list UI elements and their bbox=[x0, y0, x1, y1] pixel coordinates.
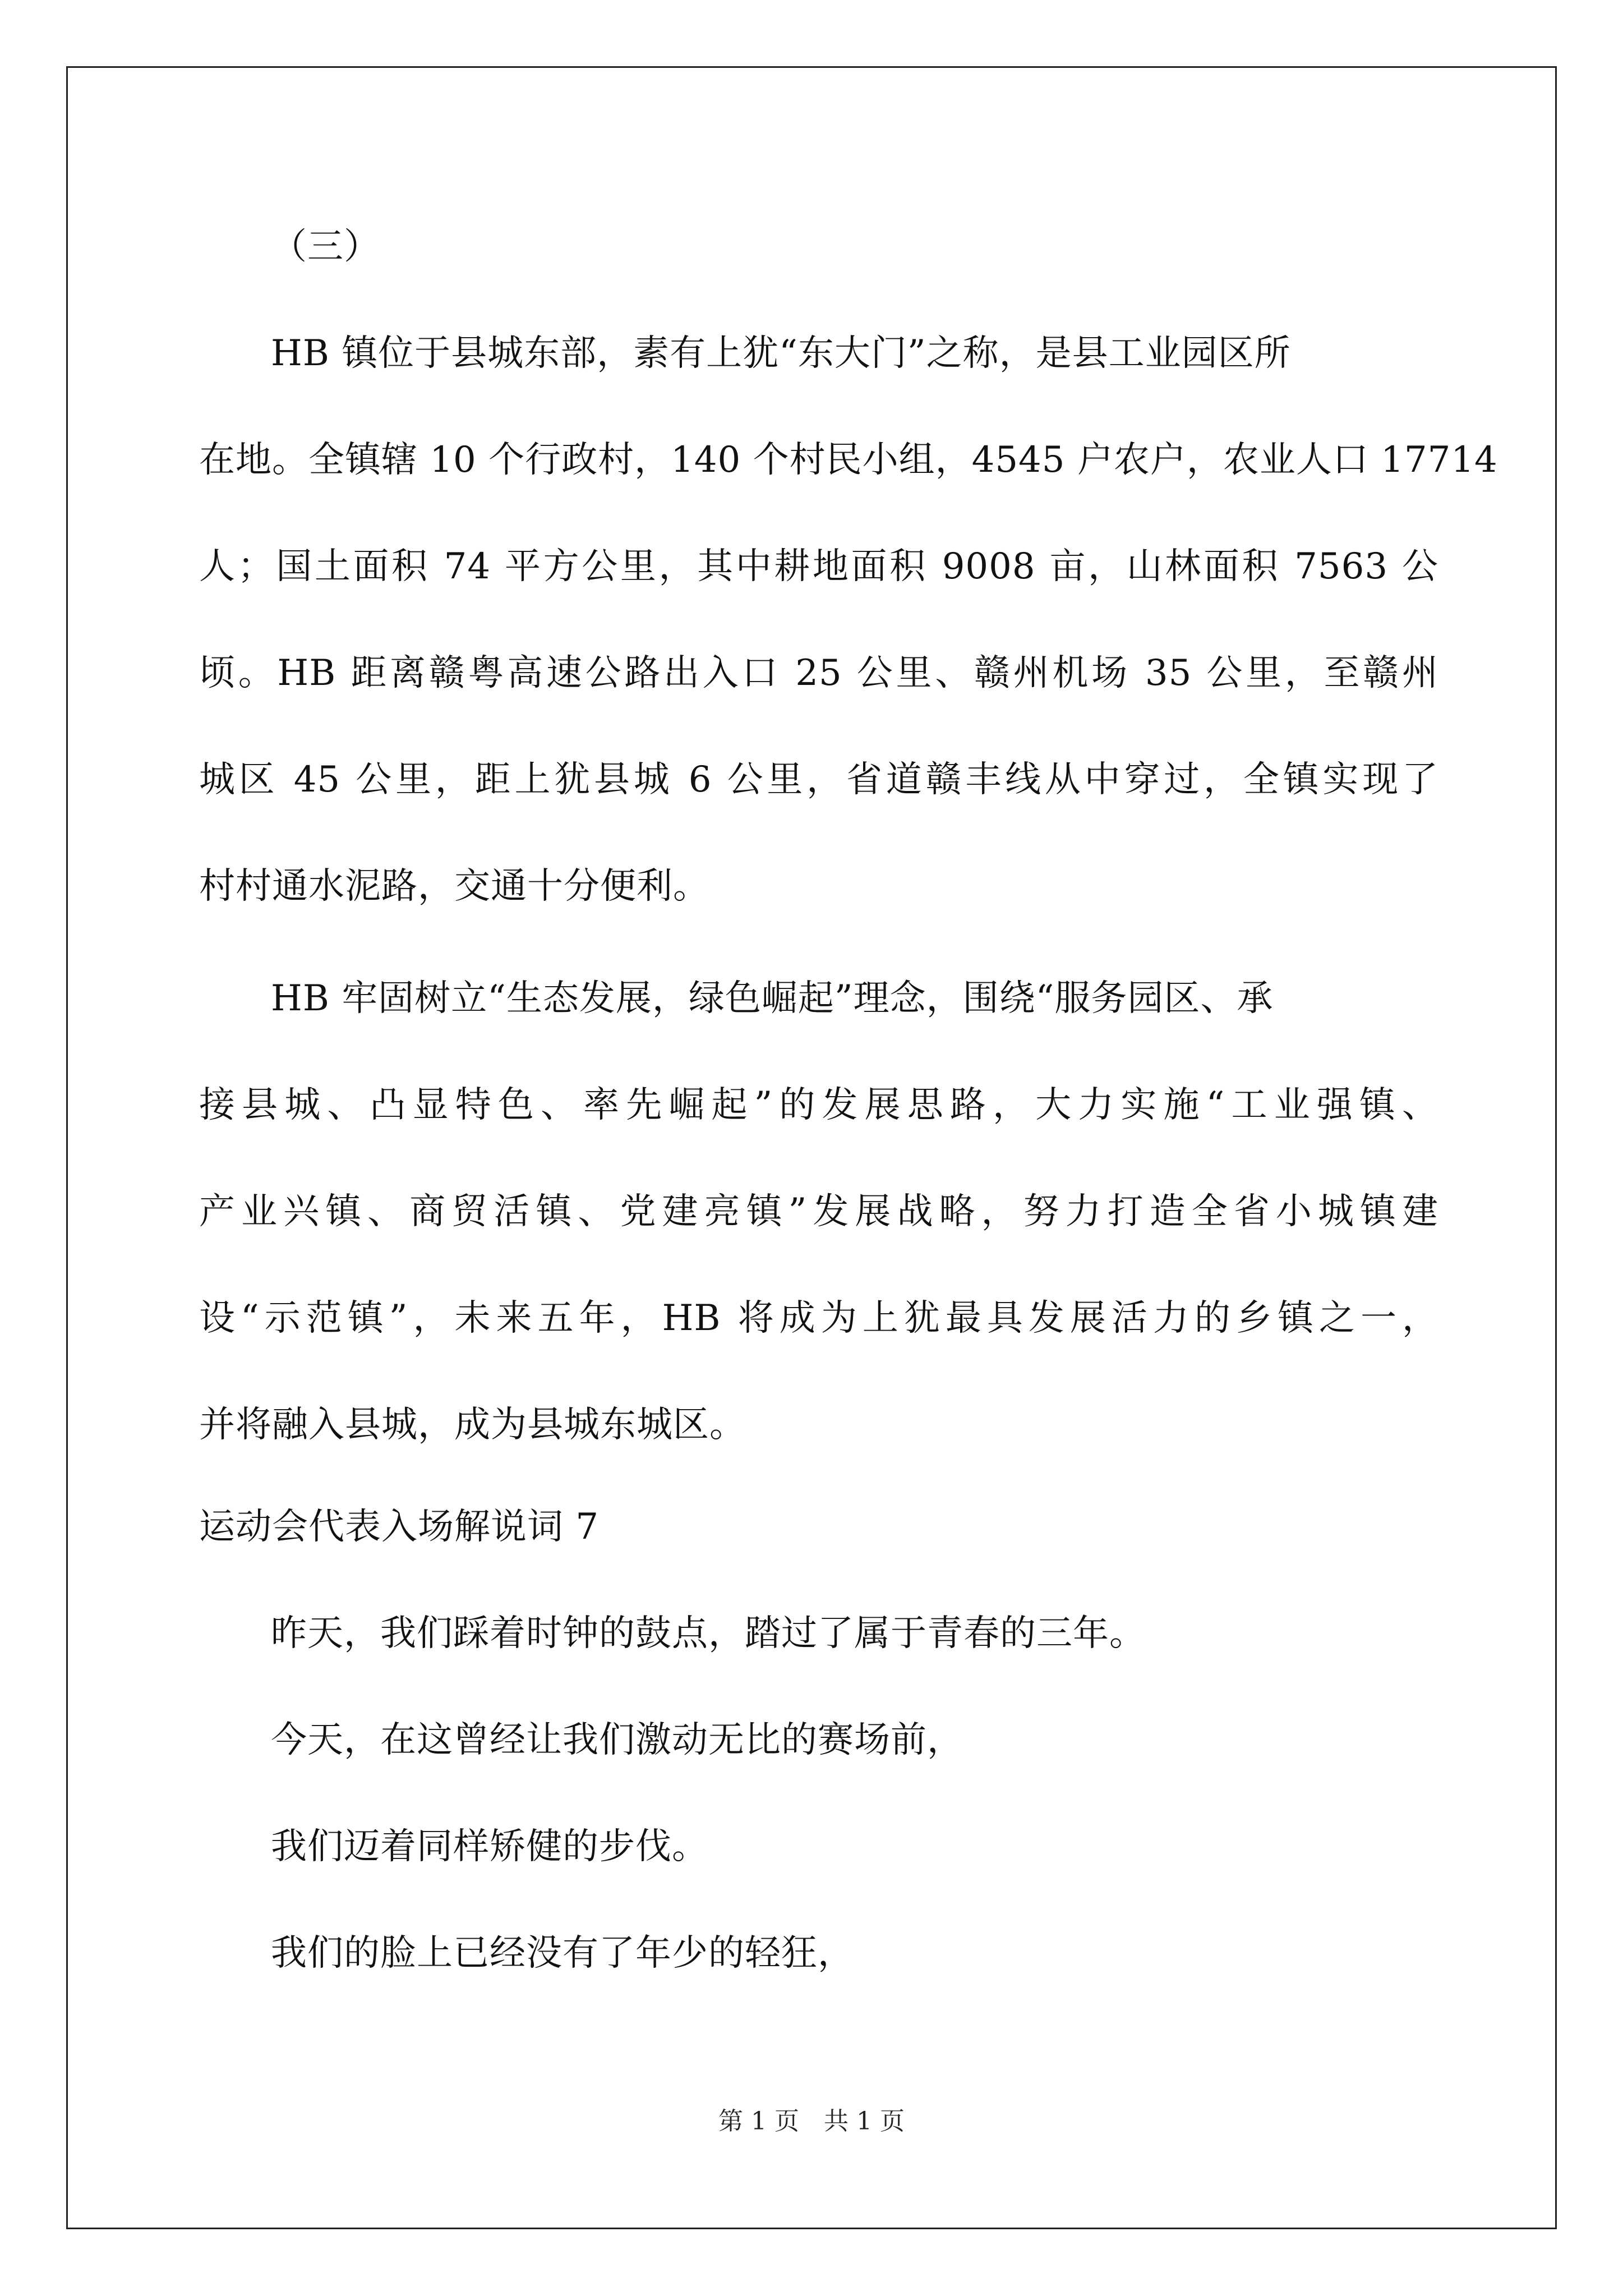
paragraph-1-line-2: 在地。全镇辖 10 个行政村，140 个村民小组，4545 户农户，农业人口 17714 bbox=[199, 439, 1498, 481]
page-footer: 第 1 页 共 1 页 bbox=[718, 2107, 905, 2136]
paragraph-1-line-6: 村村通水泥路，交通十分便利。 bbox=[199, 866, 709, 907]
paragraph-2-line-4: 设“示范镇”，未来五年，HB 将成为上犹最具发展活力的乡镇之一， bbox=[199, 1297, 1438, 1339]
verse-line-4: 我们的脸上已经没有了年少的轻狂， bbox=[271, 1932, 854, 1974]
paragraph-1-line-3: 人；国土面积 74 平方公里，其中耕地面积 9008 亩，山林面积 7563 公 bbox=[199, 546, 1438, 587]
paragraph-2-line-2: 接县城、凸显特色、率先崛起”的发展思路，大力实施“工业强镇、 bbox=[199, 1084, 1438, 1126]
section-marker: （三） bbox=[271, 226, 380, 268]
paragraph-2-line-3: 产业兴镇、商贸活镇、党建亮镇”发展战略，努力打造全省小城镇建 bbox=[199, 1191, 1438, 1232]
paragraph-1-line-4: 顷。HB 距离赣粤高速公路出入口 25 公里、赣州机场 35 公里，至赣州 bbox=[199, 652, 1438, 694]
paragraph-1-line-1: HB 镇位于县城东部，素有上犹“东大门”之称，是县工业园区所 bbox=[271, 333, 1291, 374]
paragraph-1-line-5: 城区 45 公里，距上犹县城 6 公里，省道赣丰线从中穿过，全镇实现了 bbox=[199, 759, 1438, 800]
paragraph-2-line-5: 并将融入县城，成为县城东城区。 bbox=[199, 1404, 746, 1446]
paragraph-2-line-1: HB 牢固树立“生态发展，绿色崛起”理念，围绕“服务园区、承 bbox=[271, 978, 1274, 1019]
page-border bbox=[66, 66, 1557, 2229]
verse-line-2: 今天，在这曾经让我们激动无比的赛场前， bbox=[271, 1719, 963, 1761]
verse-line-3: 我们迈着同样矫健的步伐。 bbox=[271, 1826, 708, 1867]
section-heading: 运动会代表入场解说词 7 bbox=[199, 1506, 600, 1548]
verse-line-1: 昨天，我们踩着时钟的鼓点，踏过了属于青春的三年。 bbox=[271, 1613, 1146, 1654]
